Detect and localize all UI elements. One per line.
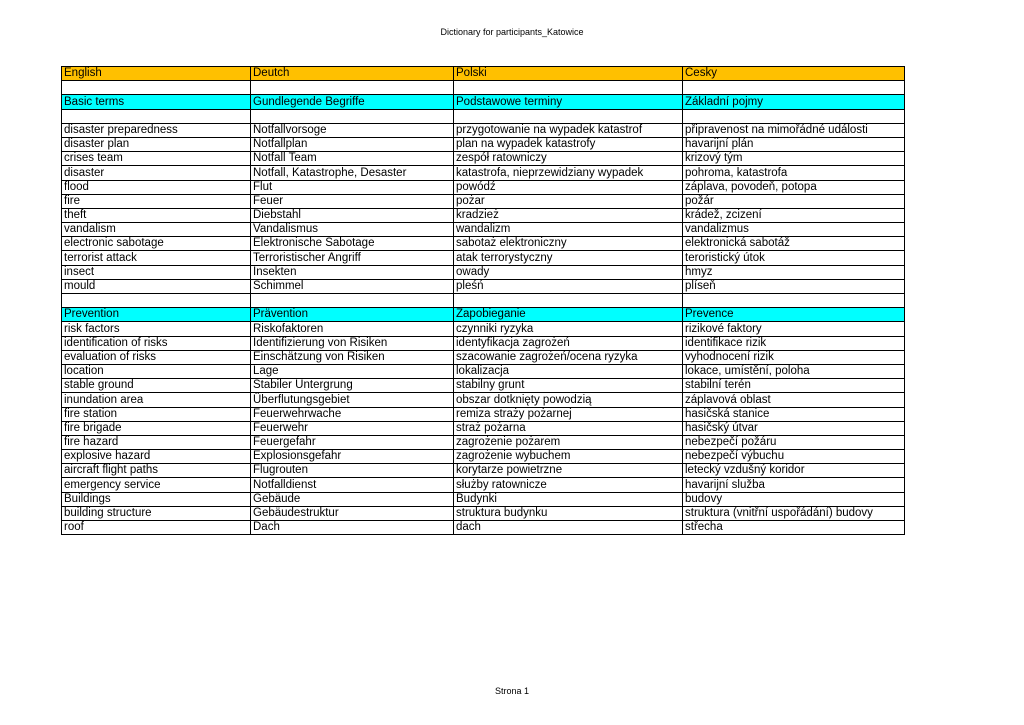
cell-english: roof — [62, 521, 251, 535]
cell-english: English — [62, 67, 251, 81]
table-row — [62, 393, 905, 407]
table-row — [62, 208, 905, 222]
cell-english: stable ground — [62, 379, 251, 393]
cell-czech: havarijní plán — [683, 137, 905, 151]
cell-czech: struktura (vnitřní uspořádání) budovy — [683, 506, 905, 520]
cell-polish: plan na wypadek katastrofy — [454, 137, 683, 151]
section-header-row — [62, 95, 905, 109]
cell-english — [62, 109, 251, 123]
cell-czech: krizový tým — [683, 152, 905, 166]
cell-english: disaster plan — [62, 137, 251, 151]
cell-polish: kradzież — [454, 208, 683, 222]
table-row — [62, 521, 905, 535]
page-footer: Strona 1 — [494, 686, 530, 696]
cell-czech: elektronická sabotáž — [683, 237, 905, 251]
cell-german: Feuerwehr — [251, 421, 454, 435]
dictionary-table — [61, 66, 905, 535]
cell-german: Feuerwehrwache — [251, 407, 454, 421]
table-row — [62, 237, 905, 251]
table-row — [62, 336, 905, 350]
cell-english: identification of risks — [62, 336, 251, 350]
cell-german: Dach — [251, 521, 454, 535]
cell-polish: stabilny grunt — [454, 379, 683, 393]
cell-polish: owady — [454, 265, 683, 279]
cell-polish: służby ratownicze — [454, 478, 683, 492]
cell-czech: požár — [683, 194, 905, 208]
cell-german: Gebäude — [251, 492, 454, 506]
cell-czech: záplava, povodeň, potopa — [683, 180, 905, 194]
cell-polish: korytarze powietrzne — [454, 464, 683, 478]
cell-german: Terroristischer Angriff — [251, 251, 454, 265]
cell-polish — [454, 294, 683, 308]
cell-czech: teroristický útok — [683, 251, 905, 265]
cell-polish: Budynki — [454, 492, 683, 506]
cell-german: Feuergefahr — [251, 435, 454, 449]
table-row — [62, 478, 905, 492]
cell-german: Deutch — [251, 67, 454, 81]
cell-english: fire station — [62, 407, 251, 421]
table-row — [62, 123, 905, 137]
cell-polish: Podstawowe terminy — [454, 95, 683, 109]
cell-czech: plíseň — [683, 279, 905, 293]
cell-polish — [454, 109, 683, 123]
cell-polish: katastrofa, nieprzewidziany wypadek — [454, 166, 683, 180]
cell-german: Explosionsgefahr — [251, 450, 454, 464]
cell-german: Notfall Team — [251, 152, 454, 166]
table-row — [62, 251, 905, 265]
table-row — [62, 180, 905, 194]
cell-czech: stabilní terén — [683, 379, 905, 393]
cell-german: Notfallplan — [251, 137, 454, 151]
cell-english: Prevention — [62, 308, 251, 322]
cell-polish: lokalizacja — [454, 364, 683, 378]
cell-czech — [683, 81, 905, 95]
cell-german: Feuer — [251, 194, 454, 208]
cell-czech: krádež, zcizení — [683, 208, 905, 222]
table-row — [62, 265, 905, 279]
cell-english: emergency service — [62, 478, 251, 492]
cell-english: flood — [62, 180, 251, 194]
cell-english: mould — [62, 279, 251, 293]
cell-polish: sabotaż elektroniczny — [454, 237, 683, 251]
cell-czech: nebezpečí požáru — [683, 435, 905, 449]
cell-english: fire — [62, 194, 251, 208]
cell-english: Buildings — [62, 492, 251, 506]
cell-german: Notfalldienst — [251, 478, 454, 492]
cell-german: Gundlegende Begriffe — [251, 95, 454, 109]
cell-english: crises team — [62, 152, 251, 166]
cell-polish: Zapobieganie — [454, 308, 683, 322]
cell-english: fire hazard — [62, 435, 251, 449]
cell-german: Vandalismus — [251, 223, 454, 237]
cell-english: location — [62, 364, 251, 378]
table-row — [62, 137, 905, 151]
cell-polish: powódź — [454, 180, 683, 194]
cell-polish: pożar — [454, 194, 683, 208]
cell-english: Basic terms — [62, 95, 251, 109]
table-row — [62, 166, 905, 180]
cell-polish: obszar dotknięty powodzią — [454, 393, 683, 407]
cell-czech: záplavová oblast — [683, 393, 905, 407]
cell-german: Lage — [251, 364, 454, 378]
cell-czech: střecha — [683, 521, 905, 535]
cell-polish: zagrożenie pożarem — [454, 435, 683, 449]
cell-german: Gebäudestruktur — [251, 506, 454, 520]
cell-english — [62, 81, 251, 95]
cell-polish: pleśń — [454, 279, 683, 293]
cell-german: Stabiler Untergrung — [251, 379, 454, 393]
cell-polish: szacowanie zagrożeń/ocena ryzyka — [454, 350, 683, 364]
table-row — [62, 464, 905, 478]
table-row — [62, 350, 905, 364]
table-row — [62, 379, 905, 393]
cell-czech: havarijní služba — [683, 478, 905, 492]
cell-german: Identifizierung von Risiken — [251, 336, 454, 350]
cell-czech: identifikace rizik — [683, 336, 905, 350]
cell-english: insect — [62, 265, 251, 279]
cell-czech: letecký vzdušný koridor — [683, 464, 905, 478]
cell-czech — [683, 294, 905, 308]
cell-german — [251, 294, 454, 308]
cell-polish: wandalizm — [454, 223, 683, 237]
cell-czech: Základní pojmy — [683, 95, 905, 109]
cell-english: aircraft flight paths — [62, 464, 251, 478]
cell-czech: Prevence — [683, 308, 905, 322]
cell-czech: vyhodnocení rizik — [683, 350, 905, 364]
cell-czech: vandalizmus — [683, 223, 905, 237]
table-row — [62, 407, 905, 421]
cell-czech: Česky — [683, 67, 905, 81]
cell-english: explosive hazard — [62, 450, 251, 464]
cell-polish — [454, 81, 683, 95]
cell-english: disaster — [62, 166, 251, 180]
cell-german — [251, 81, 454, 95]
table-row — [62, 506, 905, 520]
cell-english: inundation area — [62, 393, 251, 407]
cell-polish: przygotowanie na wypadek katastrof — [454, 123, 683, 137]
cell-english: fire brigade — [62, 421, 251, 435]
cell-czech: připravenost na mimořádné události — [683, 123, 905, 137]
cell-czech: nebezpečí výbuchu — [683, 450, 905, 464]
table-row — [62, 450, 905, 464]
table-row — [62, 152, 905, 166]
table-row — [62, 322, 905, 336]
cell-czech: hmyz — [683, 265, 905, 279]
spacer-row — [62, 109, 905, 123]
cell-english — [62, 294, 251, 308]
cell-czech: lokace, umístění, poloha — [683, 364, 905, 378]
cell-german: Überflutungsgebiet — [251, 393, 454, 407]
cell-german: Einschätzung von Risiken — [251, 350, 454, 364]
cell-english: theft — [62, 208, 251, 222]
spacer-row — [62, 81, 905, 95]
table-row — [62, 279, 905, 293]
cell-polish: Polski — [454, 67, 683, 81]
cell-polish: remiza straży pożarnej — [454, 407, 683, 421]
cell-german: Elektronische Sabotage — [251, 237, 454, 251]
cell-czech: hasičský útvar — [683, 421, 905, 435]
table-row — [62, 194, 905, 208]
cell-polish: zagrożenie wybuchem — [454, 450, 683, 464]
cell-czech: hasičská stanice — [683, 407, 905, 421]
cell-polish: zespół ratowniczy — [454, 152, 683, 166]
cell-polish: czynniki ryzyka — [454, 322, 683, 336]
cell-german: Flut — [251, 180, 454, 194]
cell-czech — [683, 109, 905, 123]
cell-czech: pohroma, katastrofa — [683, 166, 905, 180]
cell-german: Riskofaktoren — [251, 322, 454, 336]
cell-german: Prävention — [251, 308, 454, 322]
table-row — [62, 492, 905, 506]
cell-polish: straż pożarna — [454, 421, 683, 435]
cell-polish: atak terrorystyczny — [454, 251, 683, 265]
document-title: Dictionary for participants_Katowice — [440, 27, 584, 37]
cell-english: vandalism — [62, 223, 251, 237]
cell-polish: struktura budynku — [454, 506, 683, 520]
cell-english: terrorist attack — [62, 251, 251, 265]
cell-german: Notfallvorsoge — [251, 123, 454, 137]
table-row — [62, 364, 905, 378]
cell-polish: dach — [454, 521, 683, 535]
section-header-row — [62, 308, 905, 322]
cell-german: Insekten — [251, 265, 454, 279]
cell-german — [251, 109, 454, 123]
cell-german: Notfall, Katastrophe, Desaster — [251, 166, 454, 180]
cell-czech: rizikové faktory — [683, 322, 905, 336]
cell-english: electronic sabotage — [62, 237, 251, 251]
table-row — [62, 435, 905, 449]
cell-german: Flugrouten — [251, 464, 454, 478]
spacer-row — [62, 294, 905, 308]
cell-english: disaster preparedness — [62, 123, 251, 137]
table-row — [62, 421, 905, 435]
table-row — [62, 223, 905, 237]
cell-german: Diebstahl — [251, 208, 454, 222]
cell-english: risk factors — [62, 322, 251, 336]
cell-german: Schimmel — [251, 279, 454, 293]
cell-polish: identyfikacja zagrożeń — [454, 336, 683, 350]
cell-czech: budovy — [683, 492, 905, 506]
cell-english: building structure — [62, 506, 251, 520]
language-header-row — [62, 67, 905, 81]
cell-english: evaluation of risks — [62, 350, 251, 364]
